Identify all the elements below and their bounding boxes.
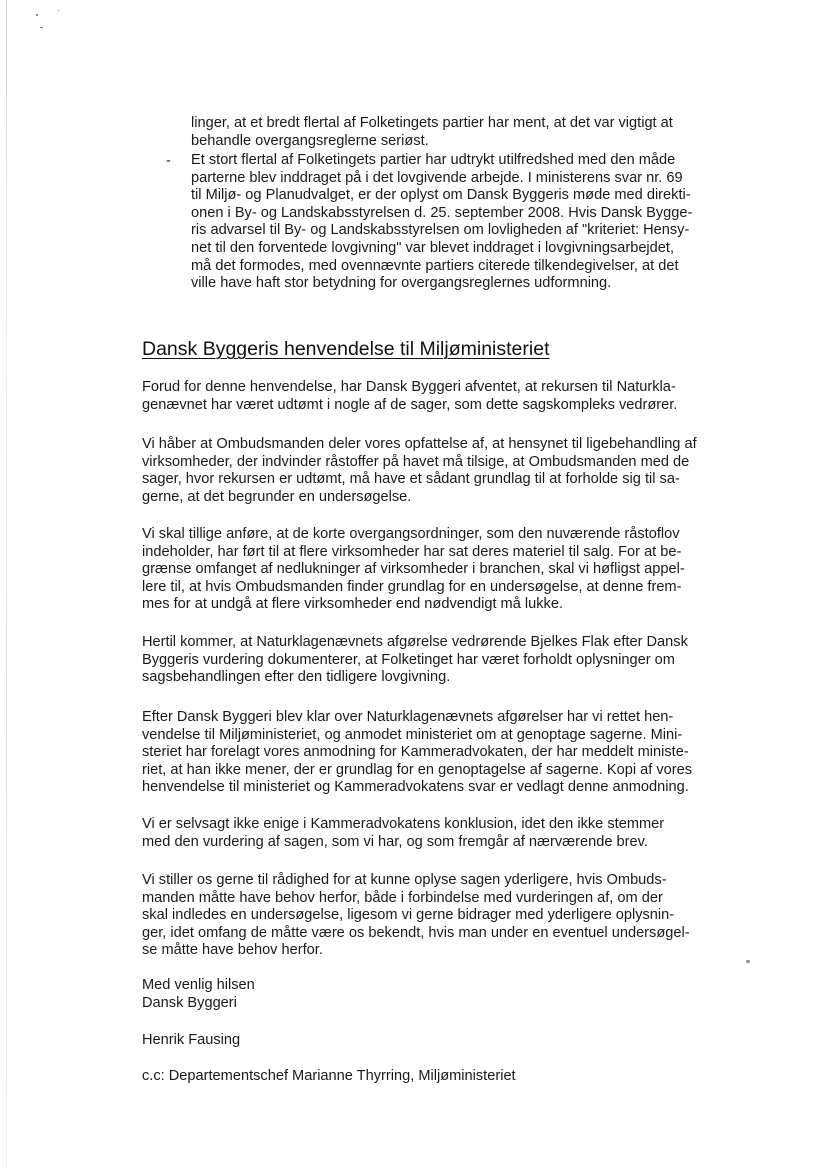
- text-line: skal indledes en undersøgelse, ligesom vi gerne bidrager med yderligere oplysnin-: [142, 907, 675, 924]
- cc-line: c.c: Departementschef Marianne Thyrring, Miljøministeriet: [142, 1068, 516, 1084]
- bullet-item: [191, 152, 711, 293]
- text-line: Forud for denne henvendelse, har Dansk Byggeri afventet, at rekursen til Naturkla-: [142, 379, 676, 395]
- scan-speck: [746, 960, 750, 963]
- text-line: genævnet har været udtømt i nogle af de sager, som dette sagskompleks vedrører.: [142, 396, 678, 413]
- text-line: indeholder, har ført til at flere virksomheder har sat deres materiel til salg. For at be-: [142, 543, 682, 560]
- text-line: Et stort flertal af Folketingets partier har udtrykt utilfredshed med den måde: [191, 152, 676, 168]
- text-line: steriet har forelagt vores anmodning for Kammeradvokaten, der har meddelt ministe-: [142, 744, 689, 761]
- scan-margin-line: [6, 0, 7, 1168]
- bullet-item-continued: [191, 115, 711, 150]
- text-line: sagsbehandlingen efter den tidligere lovgivning.: [142, 669, 451, 686]
- text-line: Efter Dansk Byggeri blev klar over Naturklagenævnets afgørelser har vi rettet hen-: [142, 709, 674, 725]
- text-line: onen i By- og Landskabsstyrelsen d. 25. september 2008. Hvis Dansk Bygge-: [191, 204, 693, 221]
- paragraph: [142, 526, 724, 614]
- paragraph: [142, 379, 724, 414]
- section-heading: Dansk Byggeris henvendelse til Miljøministeriet: [142, 338, 550, 360]
- signatory-name: Henrik Fausing: [142, 1032, 241, 1048]
- text-line: mes for at undgå at flere virksomheder end nødvendigt må lukke.: [142, 596, 564, 613]
- paragraph: [142, 872, 724, 960]
- salutation: Med venlig hilsen: [142, 977, 255, 993]
- text-line: ger, idet omfang de måtte være os bekendt, hvis man under en eventuel undersøgel-: [142, 924, 690, 941]
- text-line: med den vurdering af sagen, som vi har, og som fremgår af nærværende brev.: [142, 833, 648, 850]
- organization-name: Dansk Byggeri: [142, 994, 237, 1011]
- paragraph: [142, 436, 724, 506]
- text-line: lere til, at hvis Ombudsmanden finder grundlag for en undersøgelse, at denne frem-: [142, 578, 682, 595]
- closing-block: [142, 977, 255, 1012]
- text-line: virksomheder, der indvinder råstoffer på havet må tilsige, at Ombudsmanden med de: [142, 453, 690, 470]
- text-line: riet, at han ikke mener, der er grundlag for en genoptagelse af sagerne. Kopi af vores: [142, 761, 693, 778]
- text-line: behandle overgangsreglerne seriøst.: [191, 132, 429, 149]
- text-line: Vi håber at Ombudsmanden deler vores opfattelse af, at hensynet til ligebehandling af: [142, 436, 697, 452]
- text-line: sager, hvor rekursen er udtømt, må have et sådant grundlag til at forholde sig til sa-: [142, 471, 680, 488]
- text-line: grænse omfanget af nedlukninger af virksomheder i branchen, skal vi høfligst appel-: [142, 561, 685, 578]
- text-line: vendelse til Miljøministeriet, og anmodet ministeriet om at genoptage sagerne. Mini-: [142, 726, 683, 743]
- paragraph: [142, 709, 724, 797]
- text-line: ris advarsel til By- og Landskabsstyrelsen om lovligheden af "kriteriet: Hensy-: [191, 222, 690, 239]
- scan-speck: [40, 27, 43, 28]
- text-line: net til den forventede lovgivning" var blevet inddraget i lovgivningsarbejdet,: [191, 239, 675, 256]
- text-line: linger, at et bredt flertal af Folketingets partier har ment, at det var vigtigt at: [191, 115, 673, 131]
- scan-speck: [58, 10, 59, 11]
- text-line: Byggeris vurdering dokumenterer, at Folketinget har været forholdt oplysninger om: [142, 651, 675, 668]
- text-line: manden måtte have behov herfor, både i forbindelse med vurderingen af, om der: [142, 889, 663, 906]
- text-line: parterne blev inddraget på i det lovgivende arbejde. I ministerens svar nr. 69: [191, 169, 683, 186]
- text-line: Vi er selvsagt ikke enige i Kammeradvokatens konklusion, idet den ikke stemmer: [142, 816, 665, 832]
- text-line: Hertil kommer, at Naturklagenævnets afgørelse vedrørende Bjelkes Flak efter Dansk: [142, 634, 688, 650]
- bullet-marker: -: [166, 153, 171, 169]
- text-line: henvendelse til ministeriet og Kammeradvokatens svar er vedlagt denne anmodning.: [142, 779, 689, 796]
- paragraph: [142, 816, 724, 851]
- text-line: ville have haft stor betydning for overgangsreglernes udformning.: [191, 275, 612, 292]
- text-line: må det formodes, med ovennævnte partiers citerede tilkendegivelser, at det: [191, 257, 679, 274]
- text-line: gerne, at det begrunder en undersøgelse.: [142, 488, 412, 505]
- text-line: Vi skal tillige anføre, at de korte overgangsordninger, som den nuværende råstoflov: [142, 526, 680, 542]
- paragraph: [142, 634, 724, 687]
- text-line: Vi stiller os gerne til rådighed for at kunne oplyse sagen yderligere, hvis Ombuds-: [142, 872, 667, 888]
- text-line: se måtte have behov herfor.: [142, 942, 323, 959]
- scan-speck: [36, 14, 38, 16]
- text-line: til Miljø- og Planudvalget, er der oplyst om Dansk Byggeris møde med direkti-: [191, 187, 691, 204]
